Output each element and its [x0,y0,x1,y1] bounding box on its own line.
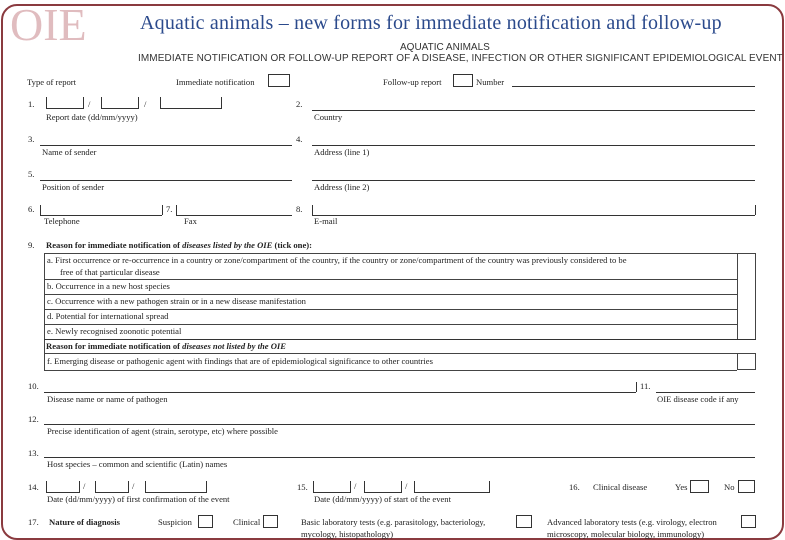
fax-label: Fax [184,216,197,226]
reason-b-label: b. Occurrence in a new host species [47,281,170,291]
address-line-1-label: Address (line 1) [314,147,370,157]
field-border [162,205,163,215]
advanced-lab-tests-label: Advanced laboratory tests (e.g. virology, electron [547,517,717,527]
form-heading: AQUATIC ANIMALS [400,42,490,53]
date-slash: / [405,481,408,491]
number-label: Number [476,77,505,87]
listed-reason-heading [46,240,312,250]
sender-position-field[interactable] [40,180,292,181]
field-number-14: 14. [28,482,39,492]
field-border [312,205,313,215]
date-slash: / [132,481,135,491]
reason-row-b [44,279,737,294]
basic-lab-tests-label-cont: mycology, histopathology) [301,529,394,539]
reason-row-d [44,309,737,324]
agent-identification-label: Precise identification of agent (strain, serotype, etc) where possible [47,426,278,436]
reason-table-divider [44,339,756,340]
field-number-6: 6. [28,204,35,214]
field-number-15: 15. [297,482,308,492]
field-number-2: 2. [296,99,303,109]
field-number-10: 10. [28,381,39,391]
disease-name-field[interactable] [44,392,636,393]
start-event-year-input[interactable] [414,481,490,493]
date-slash: / [354,481,357,491]
agent-identification-field[interactable] [44,424,755,425]
host-species-field[interactable] [44,457,755,458]
host-species-label: Host species – common and scientific (Latin) names [47,459,228,469]
suspicion-checkbox[interactable] [198,515,213,528]
field-number-16: 16. [569,482,580,492]
field-border [40,205,41,215]
clinical-no-checkbox[interactable] [738,480,755,493]
type-of-report-label: Type of report [27,77,77,87]
field-number-17: 17. [28,517,39,527]
field-number-12: 12. [28,414,39,424]
not-listed-reason-checkbox[interactable] [737,353,756,370]
field-number-11: 11. [640,381,651,391]
clinical-diagnosis-checkbox[interactable] [263,515,278,528]
field-number-1: 1. [28,99,35,109]
start-event-day-input[interactable] [313,481,351,493]
listed-reason-checkbox-column[interactable] [737,253,756,340]
suspicion-label: Suspicion [158,517,192,527]
heading-emphasis: diseases listed by the OIE [182,240,273,250]
sender-position-label: Position of sender [42,182,105,192]
clinical-disease-label: Clinical disease [593,482,648,492]
reason-c-label: c. Occurrence with a new pathogen strain or in a new disease manifestation [47,296,306,306]
advanced-lab-tests-label-cont: microscopy, molecular biology, immunology) [547,529,705,539]
date-slash: / [144,99,147,109]
country-label: Country [314,112,343,122]
first-confirmation-year-input[interactable] [145,481,207,493]
date-slash: / [88,99,91,109]
clinical-diagnosis-label: Clinical [233,517,261,527]
report-date-month-input[interactable] [101,97,139,109]
nature-of-diagnosis-label: Nature of diagnosis [49,517,120,527]
date-slash: / [83,481,86,491]
first-confirmation-day-input[interactable] [46,481,80,493]
report-date-day-input[interactable] [46,97,84,109]
oie-logo [4,0,134,50]
reason-row-e [44,324,737,339]
email-label: E-mail [314,216,338,226]
advanced-lab-tests-checkbox[interactable] [741,515,756,528]
clinical-yes-checkbox[interactable] [690,480,709,493]
reason-f-label: f. Emerging disease or pathogenic agent with findings that are of epidemiological significance to other countries [47,356,433,366]
clinical-yes-label: Yes [675,482,688,492]
report-date-year-input[interactable] [160,97,222,109]
follow-up-report-label: Follow-up report [383,77,442,87]
heading-text: Reason for immediate notification of [46,240,180,250]
field-number-9: 9. [28,240,35,250]
heading-emphasis: diseases not listed by the OIE [182,341,286,351]
heading-suffix: (tick one): [274,240,312,250]
reason-e-label: e. Newly recognised zoonotic potential [47,326,182,336]
heading-text: Reason for immediate notification of [46,341,180,351]
sender-name-label: Name of sender [42,147,97,157]
telephone-label: Telephone [44,216,80,226]
disease-name-label: Disease name or name of pathogen [47,394,168,404]
page-title: Aquatic animals – new forms for immediate notification and follow-up [140,12,722,34]
field-number-3: 3. [28,134,35,144]
reason-d-label: d. Potential for international spread [47,311,169,321]
address-line-1-field[interactable] [312,145,755,146]
not-listed-reason-heading [46,341,286,351]
oie-disease-code-field[interactable] [656,392,755,393]
start-event-month-input[interactable] [364,481,402,493]
field-border [755,205,756,215]
form-subheading: IMMEDIATE NOTIFICATION OR FOLLOW-UP REPORT OF A DISEASE, INFECTION OR OTHER SIGNIFICANT EPIDEMIOLOGICAL EVENT [138,53,783,64]
field-number-5: 5. [28,169,35,179]
field-border [636,382,637,392]
follow-up-report-checkbox[interactable] [453,74,473,87]
first-confirmation-label: Date (dd/mm/yyyy) of first confirmation of the event [47,494,230,504]
report-date-label: Report date (dd/mm/yyyy) [46,112,138,122]
start-event-label: Date (dd/mm/yyyy) of start of the event [314,494,451,504]
email-field[interactable] [312,215,755,216]
oie-disease-code-label: OIE disease code if any [657,394,739,404]
reason-row-a [44,253,737,280]
address-line-2-label: Address (line 2) [314,182,370,192]
immediate-notification-checkbox[interactable] [268,74,290,87]
number-field[interactable] [512,86,755,87]
basic-lab-tests-checkbox[interactable] [516,515,532,528]
logo-text: OIE [10,0,87,50]
reason-a-continuation: free of that particular disease [60,267,160,277]
basic-lab-tests-label: Basic laboratory tests (e.g. parasitology, bacteriology, [301,517,486,527]
field-number-7: 7. [166,204,173,214]
field-number-4: 4. [296,134,303,144]
sender-name-field[interactable] [40,145,292,146]
country-field[interactable] [312,110,755,111]
clinical-no-label: No [724,482,735,492]
field-border [176,205,177,215]
address-line-2-field[interactable] [312,180,755,181]
field-number-13: 13. [28,448,39,458]
immediate-notification-label: Immediate notification [176,77,255,87]
reason-a-label: a. First occurrence or re-occurrence in a country or zone/compartment of the country, if the country or zone/compartment of the country was previously considered to be [47,255,627,265]
field-number-8: 8. [296,204,303,214]
first-confirmation-month-input[interactable] [95,481,129,493]
reason-row-c [44,294,737,309]
reason-row-f [44,353,737,371]
